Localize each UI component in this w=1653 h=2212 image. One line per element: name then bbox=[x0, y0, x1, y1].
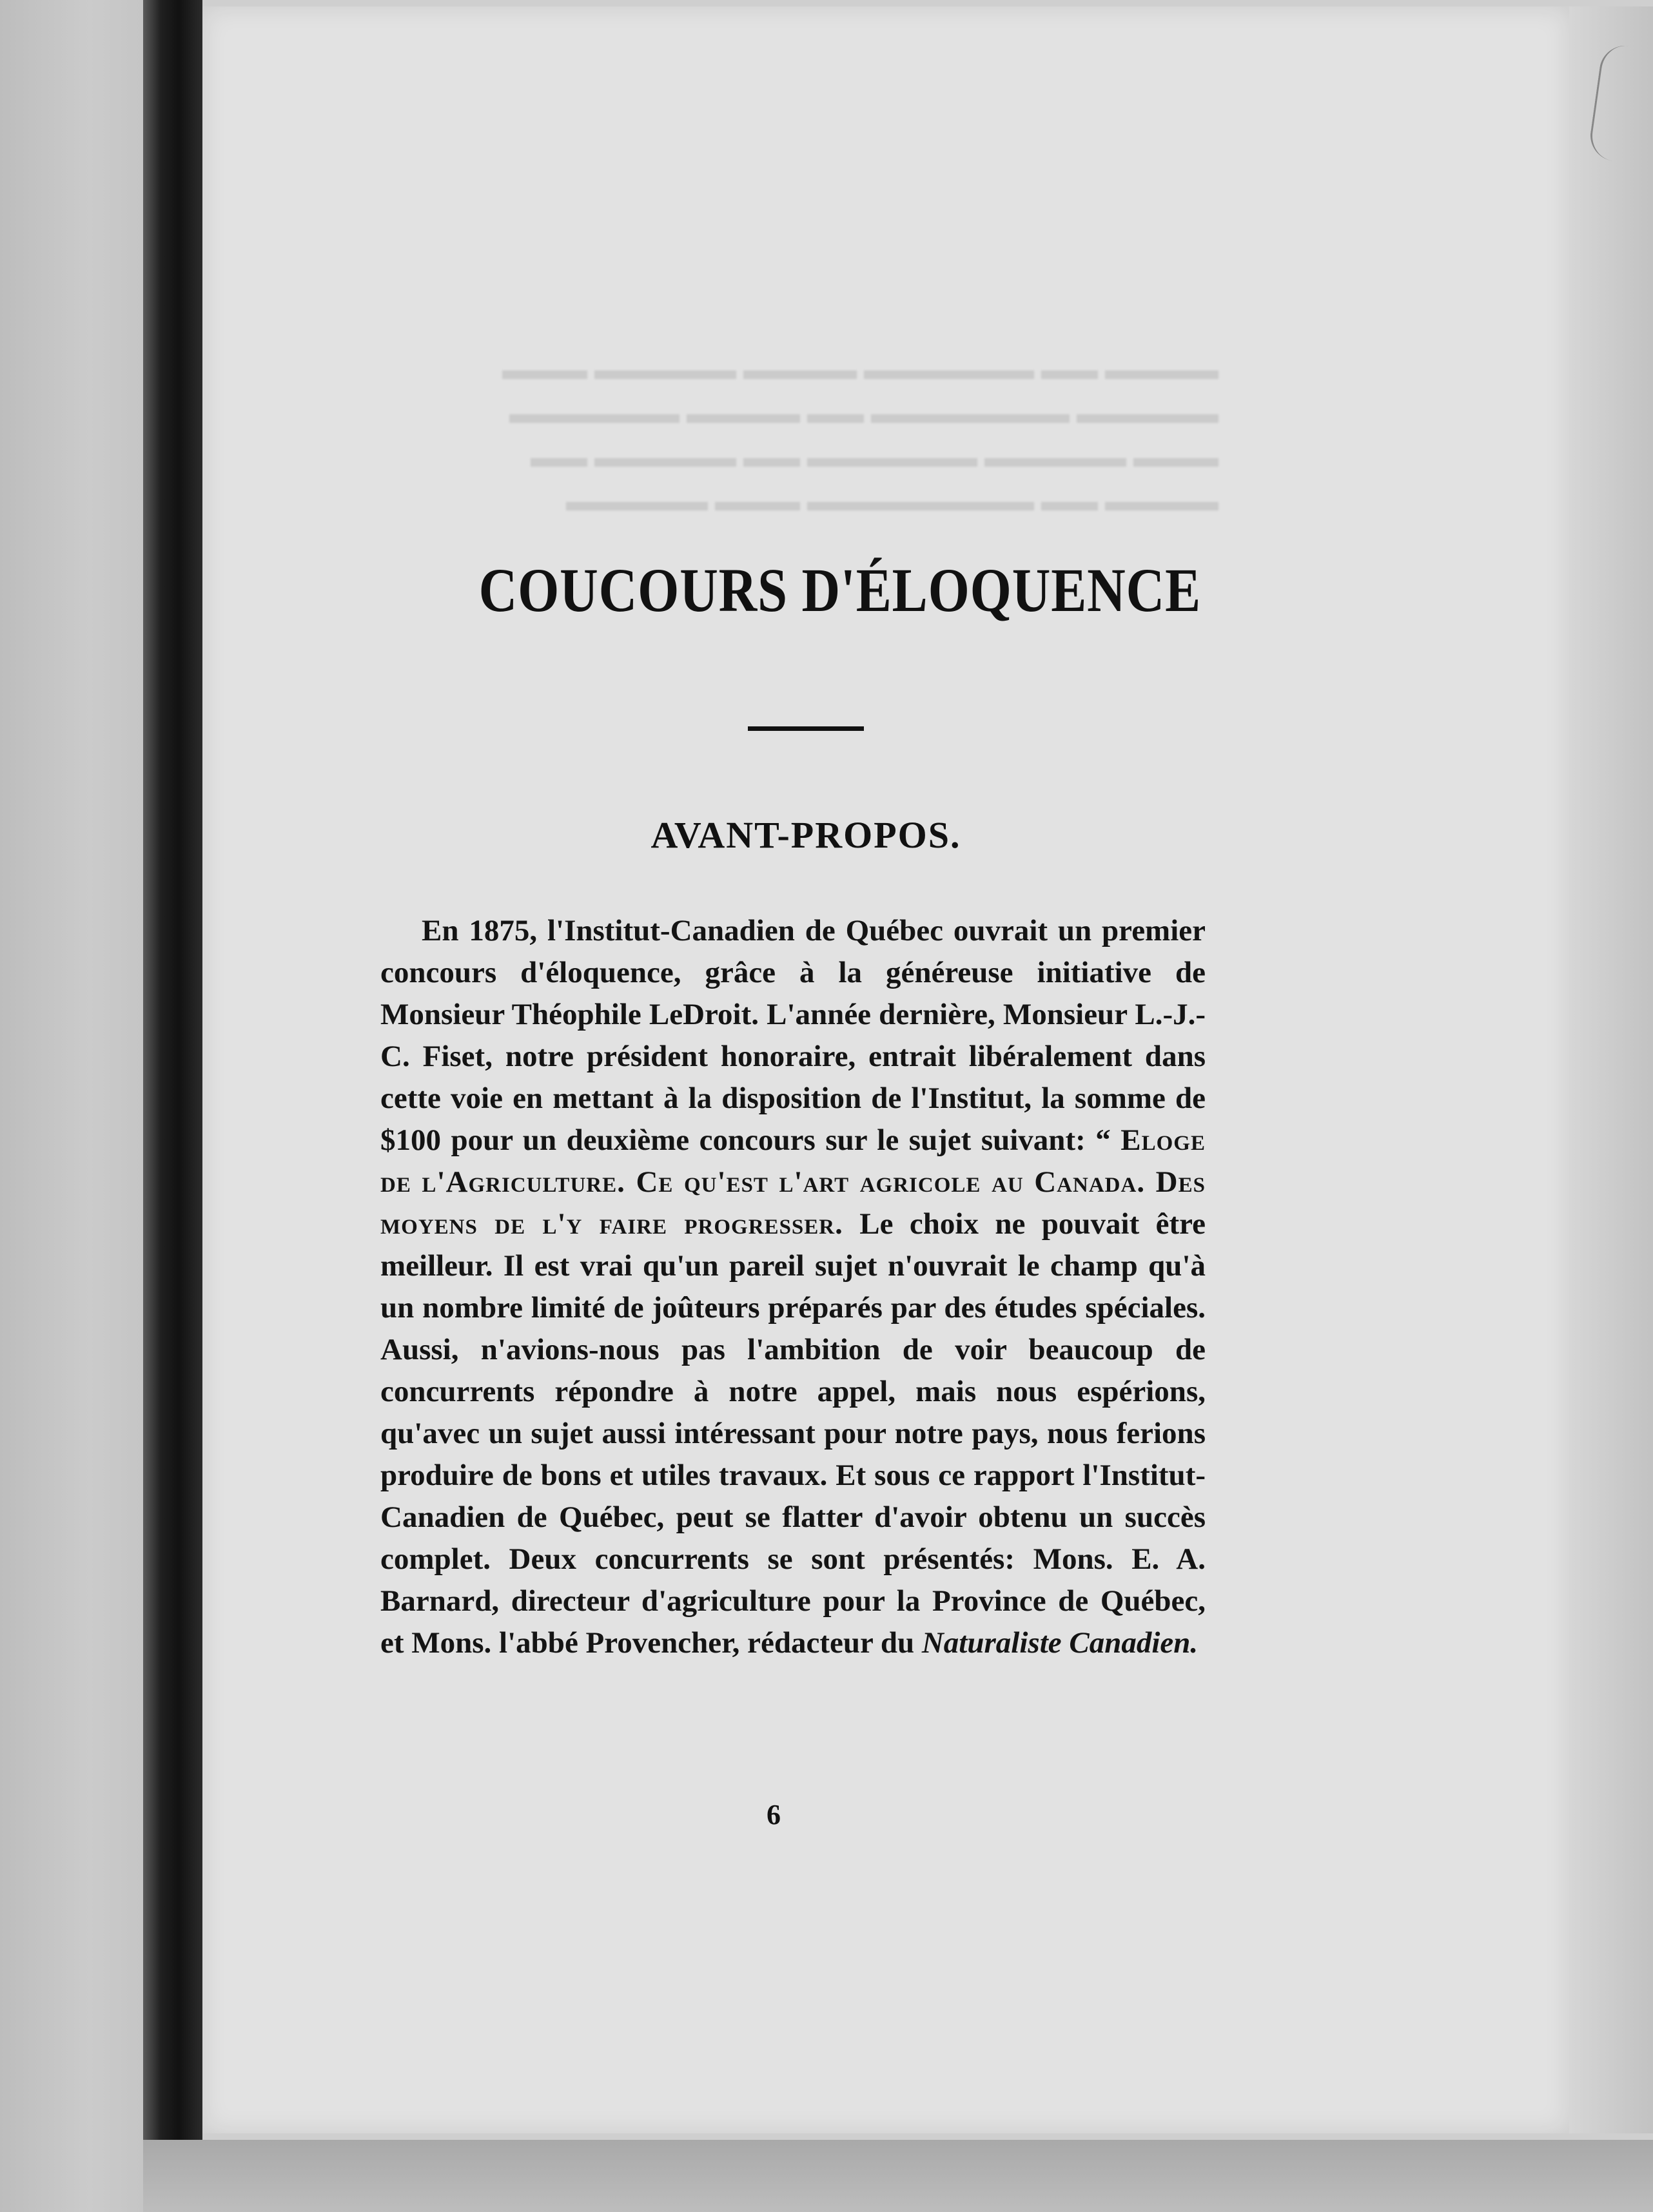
page-right-edge bbox=[1569, 6, 1653, 2133]
page-bottom-margin bbox=[143, 2140, 1653, 2212]
paragraph-text-part-2: Le choix ne pouvait être meilleur. Il est vrai qu'un pareil sujet n'ouvrait le champ qu'à un nombre limité de joûteurs préparés par des études spéciales. Aussi, n'avions-nous pas l'ambition de voir beaucoup de concurrents répondre à notre appel, mais nous espérions, qu'avec un sujet aussi intéressant pour notre pays, nous ferions produire de bons et utiles travaux. Et sous ce rapport l'Institut-Canadien de Québec, peut se flatter d'avoir obtenu un succès complet. Deux concurrents se sont présentés: Mons. E. A. Barnard, directeur d'agriculture pour la Province de Québec, et Mons. l'abbé Provencher, rédacteur du bbox=[380, 1207, 1206, 1660]
paragraph-text-part-1: En 1875, l'Institut-Canadien de Québec ouvrait un premier concours d'éloquence, grâce à la généreuse initiative de Monsieur Théophile LeDroit. L'année dernière, Monsieur L.-J.-C. Fiset, notre président honoraire, entrait libéralement dans cette voie en mettant à la disposition de l'Institut, la somme de $100 pour un deuxième concours sur le sujet suivant: “ bbox=[380, 914, 1206, 1157]
bleed-through-texture: ▬▬▬▬ ▬▬ ▬▬▬▬▬▬ ▬▬▬▬ ▬▬▬▬▬ ▬▬▬ ▬▬▬▬▬ ▬▬▬▬▬▬▬ ▬▬ ▬▬▬▬ ▬▬▬▬▬▬ ▬▬▬ ▬▬▬▬▬ ▬▬▬▬▬▬ ▬▬ ▬▬▬▬▬ ▬▬ ▬▬▬▬ ▬▬ ▬▬▬▬▬▬▬▬ ▬▬▬ ▬▬▬▬▬ bbox=[502, 354, 1218, 517]
facing-page-edge bbox=[0, 0, 150, 2212]
body-paragraph bbox=[380, 910, 1206, 1664]
binding-gutter bbox=[143, 0, 202, 2140]
page-number: 6 bbox=[767, 1799, 781, 1830]
section-heading: AVANT-PROPOS. bbox=[650, 814, 961, 856]
subject-smallcaps-text: Eloge de l'Agriculture. Ce qu'est l'art agricole au Canada. Des moyens de l'y faire progresser. bbox=[380, 1123, 1206, 1241]
journal-title-italic: Naturaliste Canadien. bbox=[921, 1626, 1198, 1660]
document-title: COUCOURS D'ÉLOQUENCE bbox=[478, 556, 1202, 625]
title-divider bbox=[748, 726, 864, 731]
